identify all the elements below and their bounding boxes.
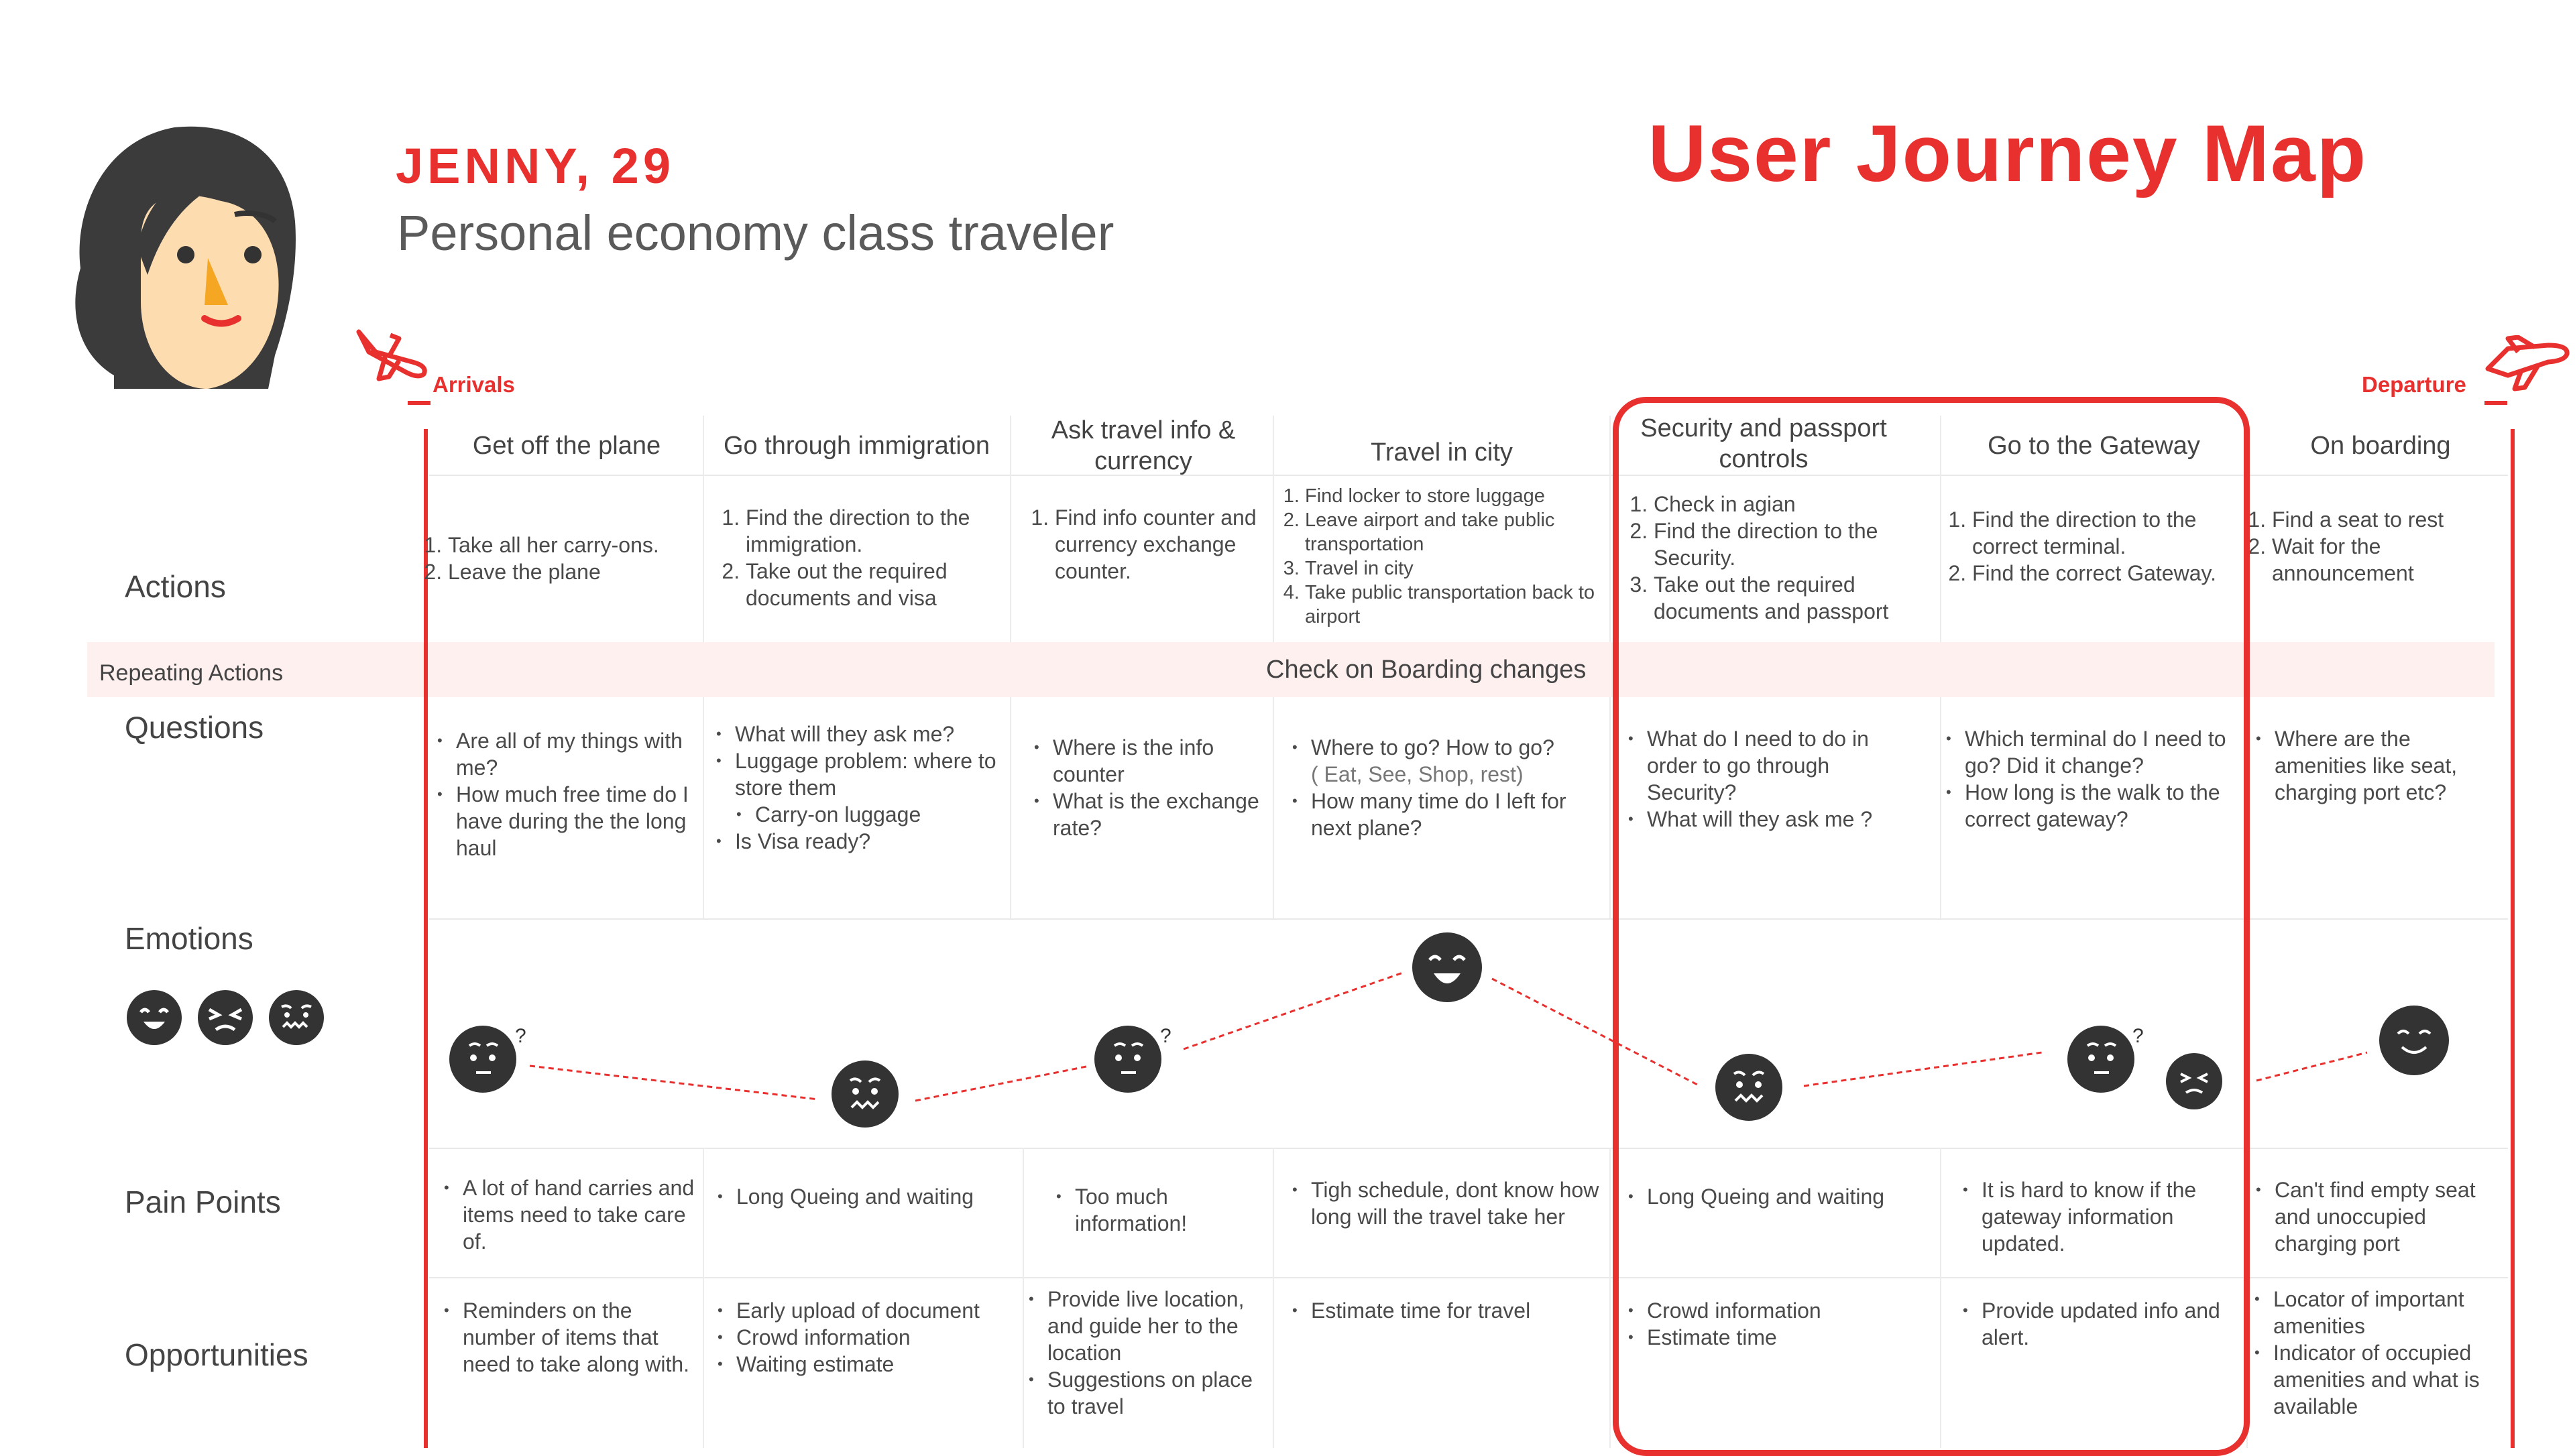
departure-label: Departure [2362, 372, 2466, 397]
pain-points-cell [443, 1174, 697, 1255]
list-item: • Luggage problem: where to store them [735, 747, 1017, 801]
list-item: • Waiting estimate [736, 1351, 1025, 1378]
list-item: • Carry-on luggage [755, 801, 1017, 828]
list-item: • Indicator of occupied amenities and what is available [2273, 1339, 2508, 1420]
questions-cell [715, 721, 1017, 855]
list-item: • How long is the walk to the correct gateway? [1965, 779, 2246, 833]
list-item: 1. Take all her carry-ons. [448, 532, 705, 558]
repeating-action-text: Check on Boarding changes [1266, 656, 1587, 684]
list-item: 1. Find the direction to the immigration. [746, 504, 1017, 558]
list-item: • How many time do I left for next plane? [1311, 788, 1609, 841]
stage-header-security: Security and passport controls [1640, 414, 1887, 473]
column-separator [1609, 697, 1611, 918]
list-item: • It is hard to know if the gateway information updated. [1982, 1176, 2243, 1257]
list-item: • Estimate time for travel [1311, 1297, 1606, 1324]
actions-cell [2241, 506, 2503, 587]
opportunities-cell [443, 1297, 704, 1378]
list-item: • Suggestions on place to travel [1047, 1366, 1275, 1420]
list-item: • Where is the info counter [1053, 734, 1274, 788]
list-item: • What will they ask me ? [1647, 806, 1922, 833]
actions-cell [715, 504, 1017, 611]
questions-cell [1033, 734, 1274, 841]
list-item: 2. Wait for the announcement [2272, 533, 2503, 587]
opportunities-cell [716, 1297, 1025, 1378]
departure-plane-icon [2481, 335, 2575, 396]
stage-header-boarding: On boarding [2310, 432, 2451, 460]
list-item: • Is Visa ready? [735, 828, 1017, 855]
list-item: • Which terminal do I need to go? Did it change? [1965, 725, 2246, 779]
highlight-frame [1613, 397, 2250, 1456]
column-separator [1609, 416, 1611, 642]
list-item: • A lot of hand carries and items need to take care of. [463, 1174, 697, 1255]
stage-header-immigration: Go through immigration [723, 432, 990, 460]
persona-avatar [67, 114, 335, 396]
opportunities-cell [1291, 1297, 1606, 1324]
pain-points-cell [1291, 1176, 1606, 1230]
list-item: • Provide live location, and guide her to the location [1047, 1286, 1275, 1366]
pain-points-cell [1055, 1183, 1256, 1237]
list-item: • Where to go? How to go? [1311, 734, 1609, 761]
departure-tick [2484, 401, 2507, 405]
list-item: 2. Find the direction to the Security. [1654, 518, 1938, 571]
actions-cell [1024, 504, 1272, 585]
list-item: 1. Find locker to store luggage [1305, 484, 1609, 508]
list-item: • Are all of my things with me? [456, 727, 704, 781]
pain-points-cell [2254, 1176, 2509, 1257]
opportunities-cell [2253, 1286, 2508, 1420]
stage-header-travel-city: Travel in city [1371, 438, 1513, 467]
list-item: 4. Take public transportation back to airport [1305, 581, 1609, 629]
questions-cell [2254, 725, 2503, 806]
persona-description: Personal economy class traveler [397, 205, 1114, 261]
emotion-mark-content [2379, 1006, 2449, 1075]
column-separator [1609, 1148, 1611, 1448]
emotion-mark-happy [1412, 932, 1482, 1002]
list-item: 1. Find the direction to the correct terminal. [1972, 506, 2243, 560]
list-item: 2. Take out the required documents and visa [746, 558, 1017, 611]
list-item: • Long Queing and waiting [1647, 1183, 1935, 1210]
list-item: • Where are the amenities like seat, charging port etc? [2275, 725, 2503, 806]
list-item: • Reminders on the number of items that need to take along with. [463, 1297, 704, 1378]
page-title: User Journey Map [1648, 109, 2367, 198]
list-item: • Tigh schedule, dont know how long will the travel take her [1311, 1176, 1606, 1230]
list-item: 1. Find info counter and currency exchange counter. [1055, 504, 1272, 585]
row-label-pain-points: Pain Points [125, 1185, 281, 1219]
emotion-mark-confused [449, 1025, 526, 1093]
list-item: • Too much information! [1075, 1183, 1256, 1237]
arrivals-tick [408, 401, 431, 405]
actions-cell [417, 532, 705, 585]
list-item: • Provide updated info and alert. [1982, 1297, 2243, 1351]
list-item-note: ( Eat, See, Shop, rest) [1311, 762, 1524, 786]
list-item: • Estimate time [1647, 1324, 1935, 1351]
list-item: • What is the exchange rate? [1053, 788, 1274, 841]
svg-text:?: ? [1160, 1025, 1171, 1047]
questions-cell [436, 727, 704, 861]
emotion-mark-anxious [832, 1060, 899, 1128]
list-item: • Crowd information [1647, 1297, 1935, 1324]
list-item: 2. Find the correct Gateway. [1972, 560, 2243, 587]
svg-text:?: ? [515, 1025, 526, 1047]
column-separator [703, 416, 704, 642]
list-item: • Crowd information [736, 1324, 1025, 1351]
row-label-questions: Questions [125, 710, 264, 745]
list-item: 2. Leave the plane [448, 558, 705, 585]
list-item: • Locator of important amenities [2273, 1286, 2508, 1339]
list-item: 3. Travel in city [1305, 556, 1609, 581]
actions-cell [1274, 484, 1609, 629]
list-item: • What will they ask me? [735, 721, 1017, 747]
row-label-opportunities: Opportunities [125, 1337, 308, 1372]
arrivals-label: Arrivals [433, 372, 515, 397]
list-item: 3. Take out the required documents and passport [1654, 571, 1938, 625]
list-item: 2. Leave airport and take public transportation [1305, 508, 1609, 556]
persona-name: JENNY, 29 [396, 138, 675, 194]
list-item: • What do I need to do in order to go through Security? [1647, 725, 1922, 806]
list-item: 1. Find a seat to rest [2272, 506, 2503, 533]
stage-header-travel-info: Ask travel info & currency [1051, 416, 1236, 475]
list-item: 1. Check in agian [1654, 491, 1938, 518]
stage-header-gateway: Go to the Gateway [1988, 432, 2200, 460]
row-label-emotions: Emotions [125, 921, 253, 956]
list-item: • How much free time do I have during the the long haul [456, 781, 704, 861]
pain-points-cell [716, 1183, 1025, 1210]
questions-cell [1291, 734, 1609, 841]
opportunities-cell [1027, 1286, 1275, 1420]
list-item: • Early upload of document [736, 1297, 1025, 1324]
list-item: • Can't find empty seat and unoccupied charging port [2275, 1176, 2509, 1257]
svg-text:?: ? [2132, 1025, 2144, 1047]
list-item: • Long Queing and waiting [736, 1183, 1025, 1210]
row-label-repeating: Repeating Actions [99, 660, 284, 686]
stage-header-get-off-plane: Get off the plane [472, 432, 661, 460]
row-label-actions: Actions [125, 569, 226, 604]
emotion-mark-confused [1094, 1025, 1171, 1093]
arrivals-plane-icon [349, 315, 436, 389]
